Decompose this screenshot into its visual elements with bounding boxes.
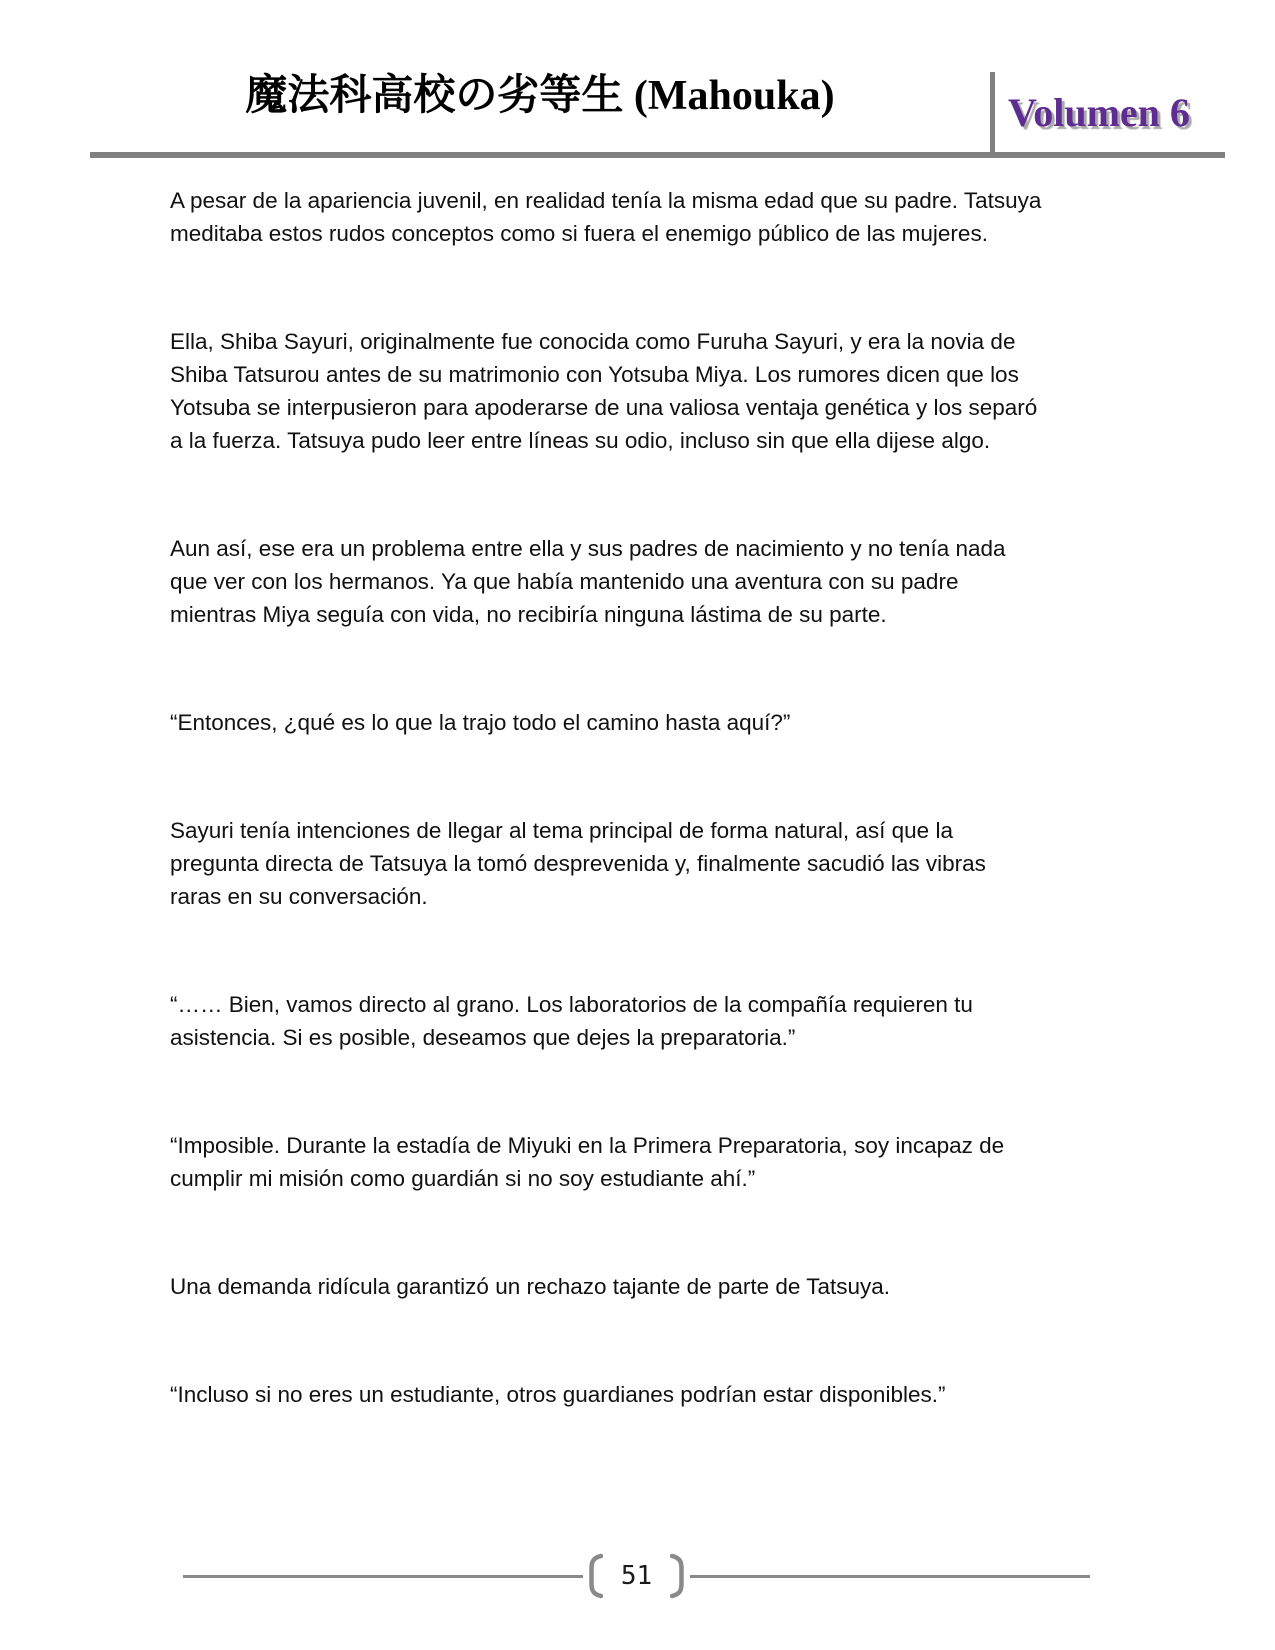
paragraph: “Incluso si no eres un estudiante, otros guardianes podrían estar disponibles.” (170, 1382, 946, 1407)
header-divider (90, 152, 1225, 158)
page-title: 魔法科高校の劣等生 (Mahouka) (245, 73, 835, 119)
page-footer (183, 1552, 1090, 1600)
paragraph: Aun así, ese era un problema entre ella y sus padres de nacimiento y no tenía nada que ver con los hermanos. Ya que había mantenido una aventura con su padre mientras Miya seguía con vida, no recibiría ninguna lástima de su parte. (170, 536, 1006, 627)
paragraph: “Entonces, ¿qué es lo que la trajo todo el camino hasta aquí?” (170, 710, 791, 735)
paragraph: “…… Bien, vamos directo al grano. Los laboratorios de la compañía requieren tu asistencia. Si es posible, deseamos que dejes la preparatoria.” (170, 992, 973, 1050)
page-body (170, 184, 1042, 1411)
paragraph: Una demanda ridícula garantizó un rechazo tajante de parte de Tatsuya. (170, 1274, 891, 1299)
paragraph: Sayuri tenía intenciones de llegar al tema principal de forma natural, así que la pregunta directa de Tatsuya la tomó desprevenida y, finalmente sacudió las vibras raras en su conversación. (170, 818, 986, 909)
right-bracket-icon (670, 1553, 688, 1599)
paragraph: A pesar de la apariencia juvenil, en realidad tenía la misma edad que su padre. Tatsuya meditaba estos rudos conceptos como si fuera el enemigo público de las mujeres. (170, 188, 1042, 246)
paragraph: Ella, Shiba Sayuri, originalmente fue conocida como Furuha Sayuri, y era la novia de Shiba Tatsurou antes de su matrimonio con Yotsuba Miya. Los rumores dicen que los Yotsuba se interpusieron para apoderarse de una valiosa ventaja genética y los separó a la fuerza. Tatsuya pudo leer entre líneas su odio, incluso sin que ella dijese algo. (170, 329, 1038, 453)
left-bracket-icon (585, 1553, 603, 1599)
volume-label: Volumen 6 (1008, 89, 1190, 135)
page-number-ornament (583, 1553, 690, 1599)
footer-divider-right (690, 1575, 1090, 1578)
footer-divider-left (183, 1575, 583, 1578)
volume-box (990, 72, 1190, 152)
page-number: 51 (620, 1561, 653, 1591)
paragraph: “Imposible. Durante la estadía de Miyuki en la Primera Preparatoria, soy incapaz de cumplir mi misión como guardián si no soy estudiante ahí.” (170, 1133, 1005, 1191)
